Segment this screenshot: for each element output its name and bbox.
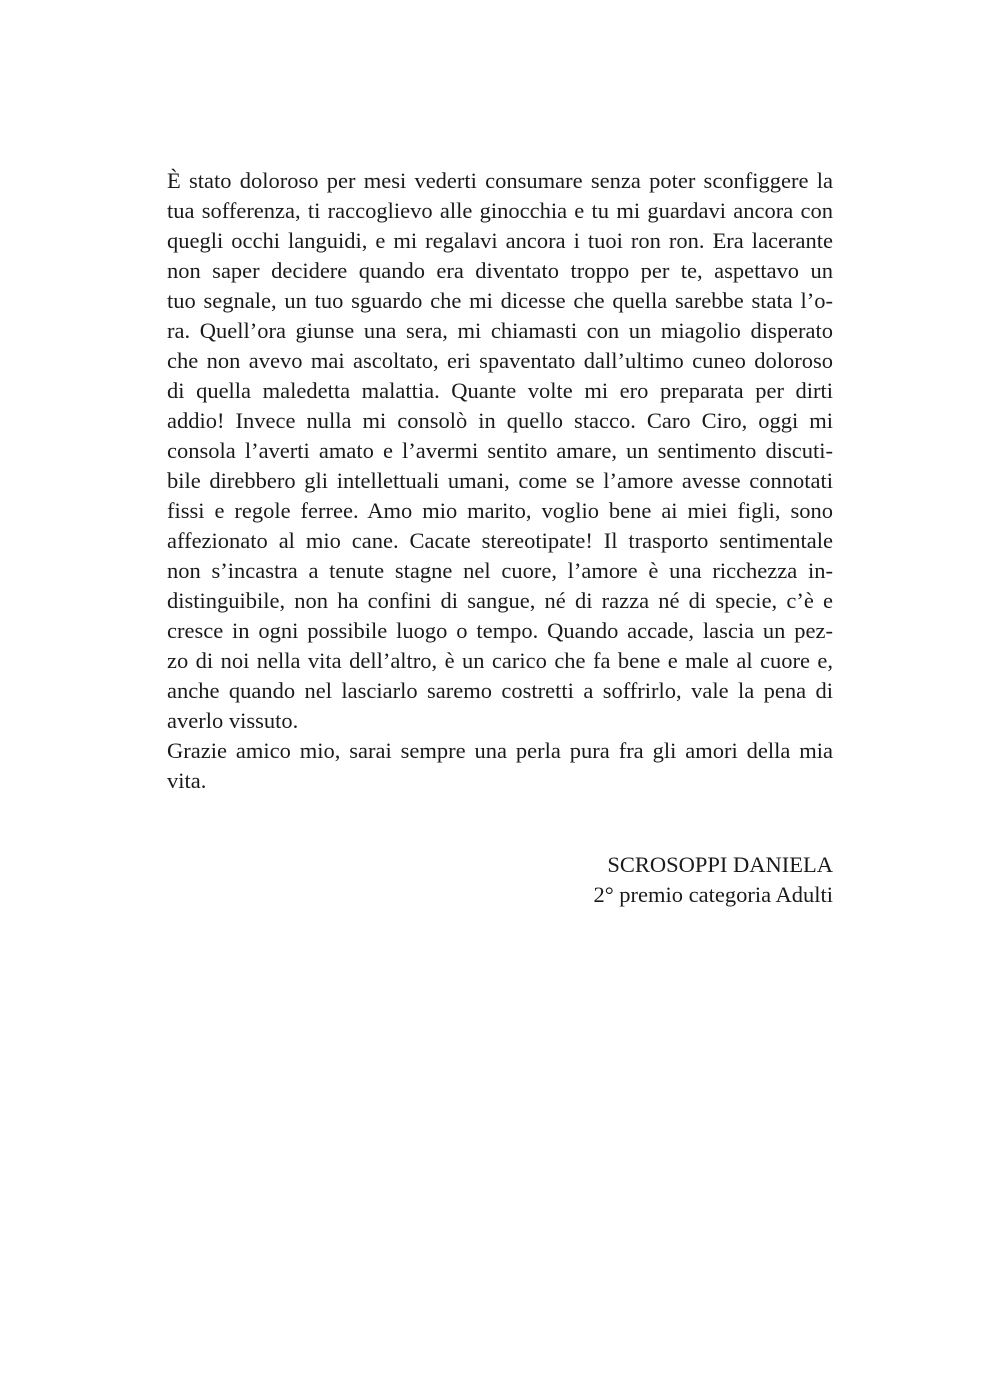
text-line: zo di noi nella vita dell’altro, è un carico che fa bene e male al cuore e, [167,648,833,673]
text-line: ra. Quell’ora giunse una sera, mi chiamasti con un miagolio disperato [167,318,833,343]
signature-block [593,850,833,910]
text-line: fissi e regole ferree. Amo mio marito, voglio bene ai miei figli, sono [167,498,833,523]
text-line: addio! Invece nulla mi consolò in quello stacco. Caro Ciro, oggi mi [167,408,833,433]
text-line: È stato doloroso per mesi vederti consumare senza poter sconfiggere la [167,168,833,193]
text-line: che non avevo mai ascoltato, eri spaventato dall’ultimo cuneo doloroso [167,348,833,373]
author-name: SCROSOPPI DANIELA [607,852,833,877]
letter-body [167,166,833,796]
text-line: affezionato al mio cane. Cacate stereotipate! Il trasporto sentimentale [167,528,833,553]
text-line: di quella maledetta malattia. Quante volte mi ero preparata per dirti [167,378,833,403]
text-line: vita. [167,768,207,793]
text-line: Grazie amico mio, sarai sempre una perla pura fra gli amori della mia [167,738,833,763]
text-line: consola l’averti amato e l’avermi sentito amare, un sentimento discuti- [167,438,833,463]
text-line: non saper decidere quando era diventato troppo per te, aspettavo un [167,258,833,283]
text-line: cresce in ogni possibile luogo o tempo. Quando accade, lascia un pez- [167,618,833,643]
text-line: anche quando nel lasciarlo saremo costretti a soffrirlo, vale la pena di [167,678,833,703]
text-line: distinguibile, non ha confini di sangue, né di razza né di specie, c’è e [167,588,833,613]
text-line: tua sofferenza, ti raccoglievo alle ginocchia e tu mi guardavi ancora con [167,198,833,223]
award-caption: 2° premio categoria Adulti [593,882,833,907]
text-line: averlo vissuto. [167,708,299,733]
text-line: bile direbbero gli intellettuali umani, come se l’amore avesse connotati [167,468,833,493]
text-line: tuo segnale, un tuo sguardo che mi dicesse che quella sarebbe stata l’o- [167,288,833,313]
text-line: quegli occhi languidi, e mi regalavi ancora i tuoi ron ron. Era lacerante [167,228,833,253]
text-line: non s’incastra a tenute stagne nel cuore, l’amore è una ricchezza in- [167,558,833,583]
